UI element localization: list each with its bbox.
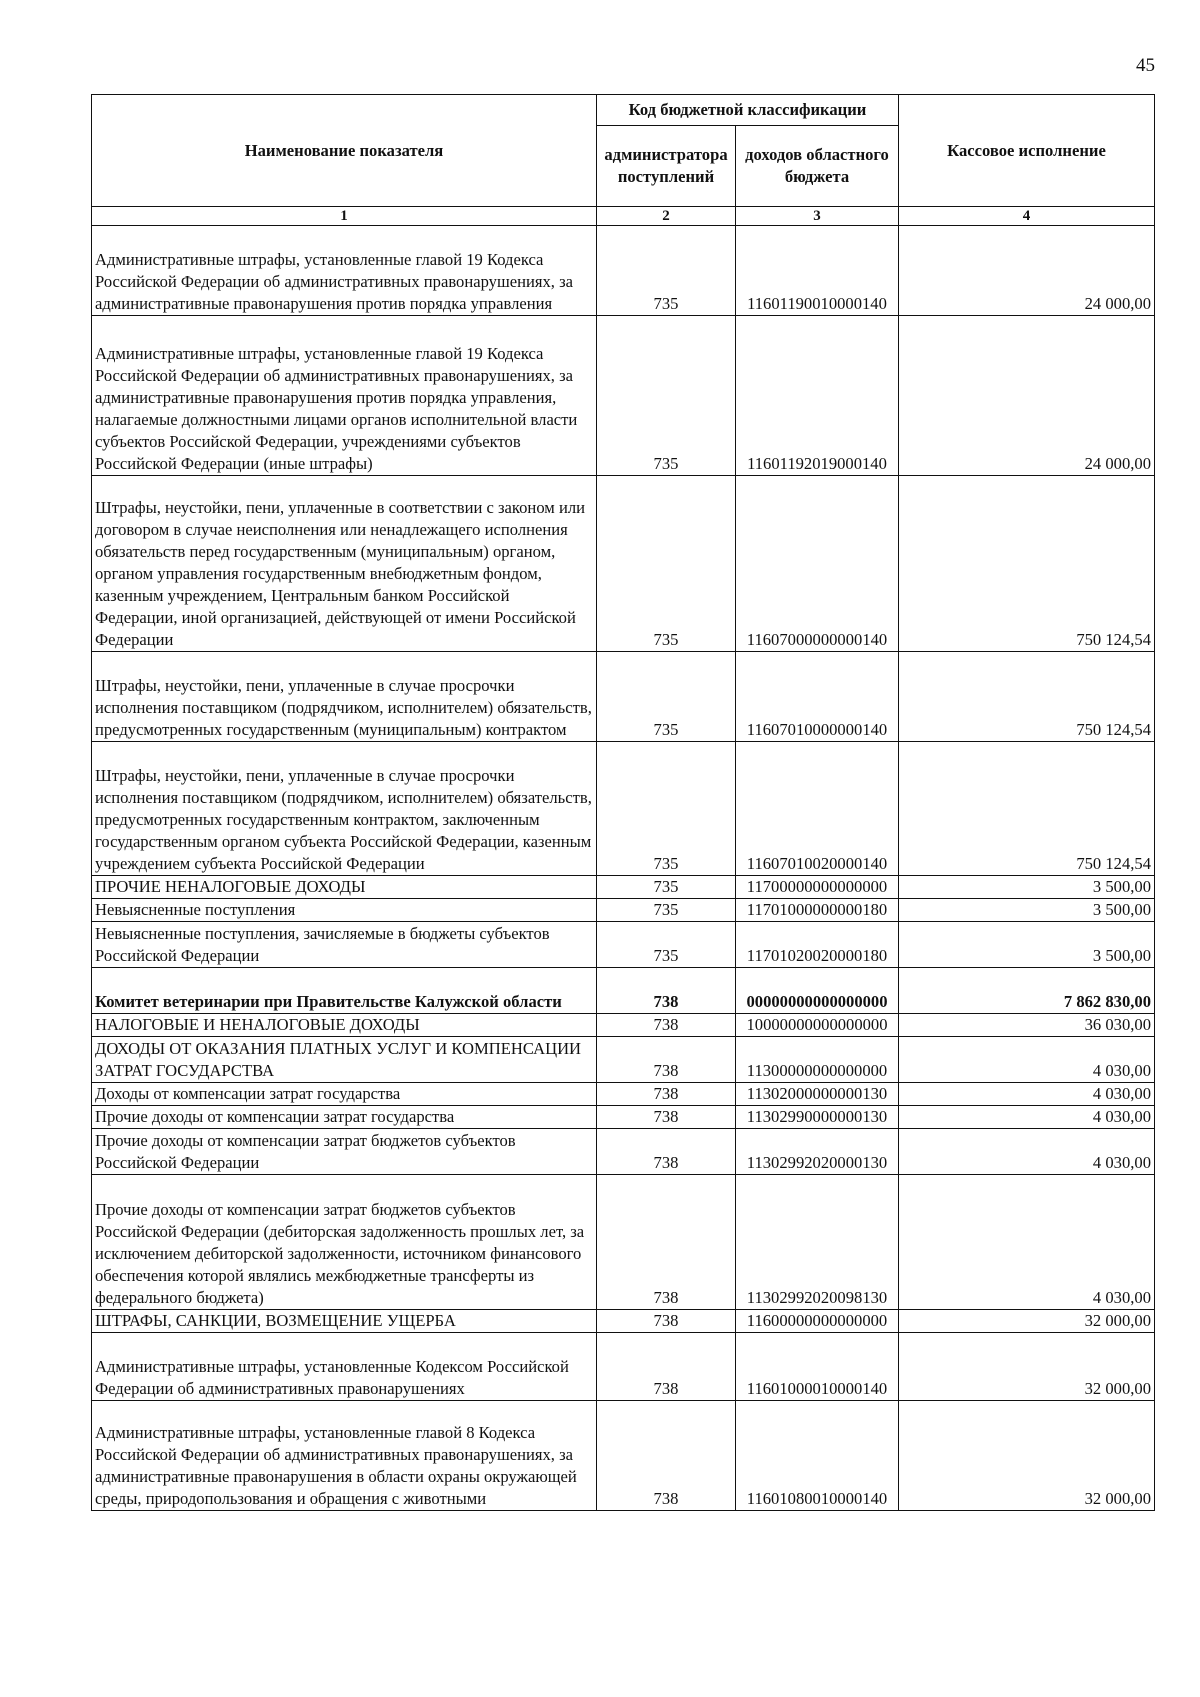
- row-name: Прочие доходы от компенсации затрат бюджетов субъектов Российской Федерации: [92, 1129, 597, 1175]
- table-row: [92, 476, 1155, 652]
- column-number-row: [92, 207, 1155, 226]
- row-amount: 32 000,00: [899, 1401, 1155, 1511]
- col-number-3: 3: [736, 207, 899, 226]
- table-row: [92, 1401, 1155, 1511]
- row-name: Невыясненные поступления, зачисляемые в бюджеты субъектов Российской Федерации: [92, 922, 597, 968]
- row-admin-code: 738: [597, 1083, 736, 1106]
- table-row: [92, 1129, 1155, 1175]
- row-admin-code: 735: [597, 742, 736, 876]
- row-income-code: 11600000000000000: [736, 1310, 899, 1333]
- row-amount: 4 030,00: [899, 1175, 1155, 1310]
- row-admin-code: 735: [597, 899, 736, 922]
- header-code-group: Код бюджетной классификации: [597, 95, 899, 126]
- row-admin-code: 738: [597, 1333, 736, 1401]
- row-admin-code: 735: [597, 922, 736, 968]
- row-income-code: 11601080010000140: [736, 1401, 899, 1511]
- col-number-1: 1: [92, 207, 597, 226]
- table-row: [92, 226, 1155, 316]
- row-name: Невыясненные поступления: [92, 899, 597, 922]
- row-amount: 36 030,00: [899, 1014, 1155, 1037]
- row-income-code: 11601190010000140: [736, 226, 899, 316]
- row-amount: 750 124,54: [899, 742, 1155, 876]
- row-income-code: 11701000000000180: [736, 899, 899, 922]
- row-income-code: 11302992020000130: [736, 1129, 899, 1175]
- row-name: Административные штрафы, установленные Кодексом Российской Федерации об административных правонарушениях: [92, 1333, 597, 1401]
- row-name: Комитет ветеринарии при Правительстве Калужской области: [92, 968, 597, 1014]
- row-name: НАЛОГОВЫЕ И НЕНАЛОГОВЫЕ ДОХОДЫ: [92, 1014, 597, 1037]
- row-amount: 3 500,00: [899, 899, 1155, 922]
- header-admin: администратора поступлений: [597, 126, 736, 207]
- row-name: Штрафы, неустойки, пени, уплаченные в соответствии с законом или договором в случае неисполнения или ненадлежащего исполнения обязательств перед государственным (муниципальным) органом, органом управления государственным внебюджетным фондом, казенным учреждением, Центральным банком Российской Федерации, иной организацией, действующей от имени Российской Федерации: [92, 476, 597, 652]
- row-name: Штрафы, неустойки, пени, уплаченные в случае просрочки исполнения поставщиком (подрядчиком, исполнителем) обязательств, предусмотренных государственным контрактом, заключенным государственным органом субъекта Российской Федерации, казенным учреждением субъекта Российской Федерации: [92, 742, 597, 876]
- row-admin-code: 738: [597, 968, 736, 1014]
- table-row: [92, 652, 1155, 742]
- row-amount: 3 500,00: [899, 922, 1155, 968]
- row-admin-code: 735: [597, 476, 736, 652]
- budget-table: [91, 94, 1155, 1511]
- header-income: доходов областного бюджета: [736, 126, 899, 207]
- row-income-code: 11300000000000000: [736, 1037, 899, 1083]
- row-name: Административные штрафы, установленные главой 19 Кодекса Российской Федерации об административных правонарушениях, за административные правонарушения против порядка управления, налагаемые должностными лицами органов исполнительной власти субъектов Российской Федерации, учреждениями субъектов Российской Федерации (иные штрафы): [92, 316, 597, 476]
- row-admin-code: 735: [597, 226, 736, 316]
- row-income-code: 11601000010000140: [736, 1333, 899, 1401]
- row-admin-code: 738: [597, 1037, 736, 1083]
- row-income-code: 11607010000000140: [736, 652, 899, 742]
- table-row: [92, 316, 1155, 476]
- row-amount: 7 862 830,00: [899, 968, 1155, 1014]
- row-name: ДОХОДЫ ОТ ОКАЗАНИЯ ПЛАТНЫХ УСЛУГ И КОМПЕНСАЦИИ ЗАТРАТ ГОСУДАРСТВА: [92, 1037, 597, 1083]
- row-name: Прочие доходы от компенсации затрат бюджетов субъектов Российской Федерации (дебиторская задолженность прошлых лет, за исключением дебиторской задолженности, источником финансового обеспечения которой являлись межбюджетные трансферты из федерального бюджета): [92, 1175, 597, 1310]
- row-admin-code: 738: [597, 1175, 736, 1310]
- header-amount: Кассовое исполнение: [899, 95, 1155, 207]
- row-income-code: 11607000000000140: [736, 476, 899, 652]
- row-name: ШТРАФЫ, САНКЦИИ, ВОЗМЕЩЕНИЕ УЩЕРБА: [92, 1310, 597, 1333]
- table-row: [92, 1083, 1155, 1106]
- row-income-code: 10000000000000000: [736, 1014, 899, 1037]
- row-amount: 3 500,00: [899, 876, 1155, 899]
- row-amount: 4 030,00: [899, 1037, 1155, 1083]
- col-number-4: 4: [899, 207, 1155, 226]
- row-amount: 32 000,00: [899, 1333, 1155, 1401]
- row-income-code: 11701020020000180: [736, 922, 899, 968]
- table-row: [92, 1014, 1155, 1037]
- col-number-2: 2: [597, 207, 736, 226]
- row-admin-code: 738: [597, 1129, 736, 1175]
- header-row: [92, 95, 1155, 126]
- page-number: 45: [1136, 55, 1155, 76]
- row-income-code: 11700000000000000: [736, 876, 899, 899]
- table-row: [92, 968, 1155, 1014]
- table-row: [92, 1175, 1155, 1310]
- header-name: Наименование показателя: [92, 95, 597, 207]
- table-row: [92, 742, 1155, 876]
- row-amount: 24 000,00: [899, 316, 1155, 476]
- row-admin-code: 738: [597, 1310, 736, 1333]
- row-amount: 24 000,00: [899, 226, 1155, 316]
- row-name: Административные штрафы, установленные главой 19 Кодекса Российской Федерации об административных правонарушениях, за административные правонарушения против порядка управления: [92, 226, 597, 316]
- row-amount: 750 124,54: [899, 476, 1155, 652]
- table-row: [92, 1333, 1155, 1401]
- row-admin-code: 738: [597, 1401, 736, 1511]
- row-name: ПРОЧИЕ НЕНАЛОГОВЫЕ ДОХОДЫ: [92, 876, 597, 899]
- table-row: [92, 1106, 1155, 1129]
- row-amount: 4 030,00: [899, 1129, 1155, 1175]
- row-admin-code: 735: [597, 652, 736, 742]
- row-admin-code: 735: [597, 316, 736, 476]
- table-row: [92, 1310, 1155, 1333]
- table-row: [92, 876, 1155, 899]
- table-body: [92, 226, 1155, 1511]
- row-name: Прочие доходы от компенсации затрат государства: [92, 1106, 597, 1129]
- row-name: Штрафы, неустойки, пени, уплаченные в случае просрочки исполнения поставщиком (подрядчиком, исполнителем) обязательств, предусмотренных государственным (муниципальным) контрактом: [92, 652, 597, 742]
- row-amount: 32 000,00: [899, 1310, 1155, 1333]
- table-row: [92, 922, 1155, 968]
- row-income-code: 11302990000000130: [736, 1106, 899, 1129]
- row-income-code: 11302000000000130: [736, 1083, 899, 1106]
- row-income-code: 11607010020000140: [736, 742, 899, 876]
- row-admin-code: 738: [597, 1014, 736, 1037]
- row-admin-code: 735: [597, 876, 736, 899]
- row-income-code: 11302992020098130: [736, 1175, 899, 1310]
- row-amount: 4 030,00: [899, 1083, 1155, 1106]
- row-admin-code: 738: [597, 1106, 736, 1129]
- row-amount: 750 124,54: [899, 652, 1155, 742]
- table-row: [92, 1037, 1155, 1083]
- row-income-code: 11601192019000140: [736, 316, 899, 476]
- row-name: Административные штрафы, установленные главой 8 Кодекса Российской Федерации об административных правонарушениях, за административные правонарушения в области охраны окружающей среды, природопользования и обращения с животными: [92, 1401, 597, 1511]
- row-income-code: 00000000000000000: [736, 968, 899, 1014]
- row-amount: 4 030,00: [899, 1106, 1155, 1129]
- table-row: [92, 899, 1155, 922]
- row-name: Доходы от компенсации затрат государства: [92, 1083, 597, 1106]
